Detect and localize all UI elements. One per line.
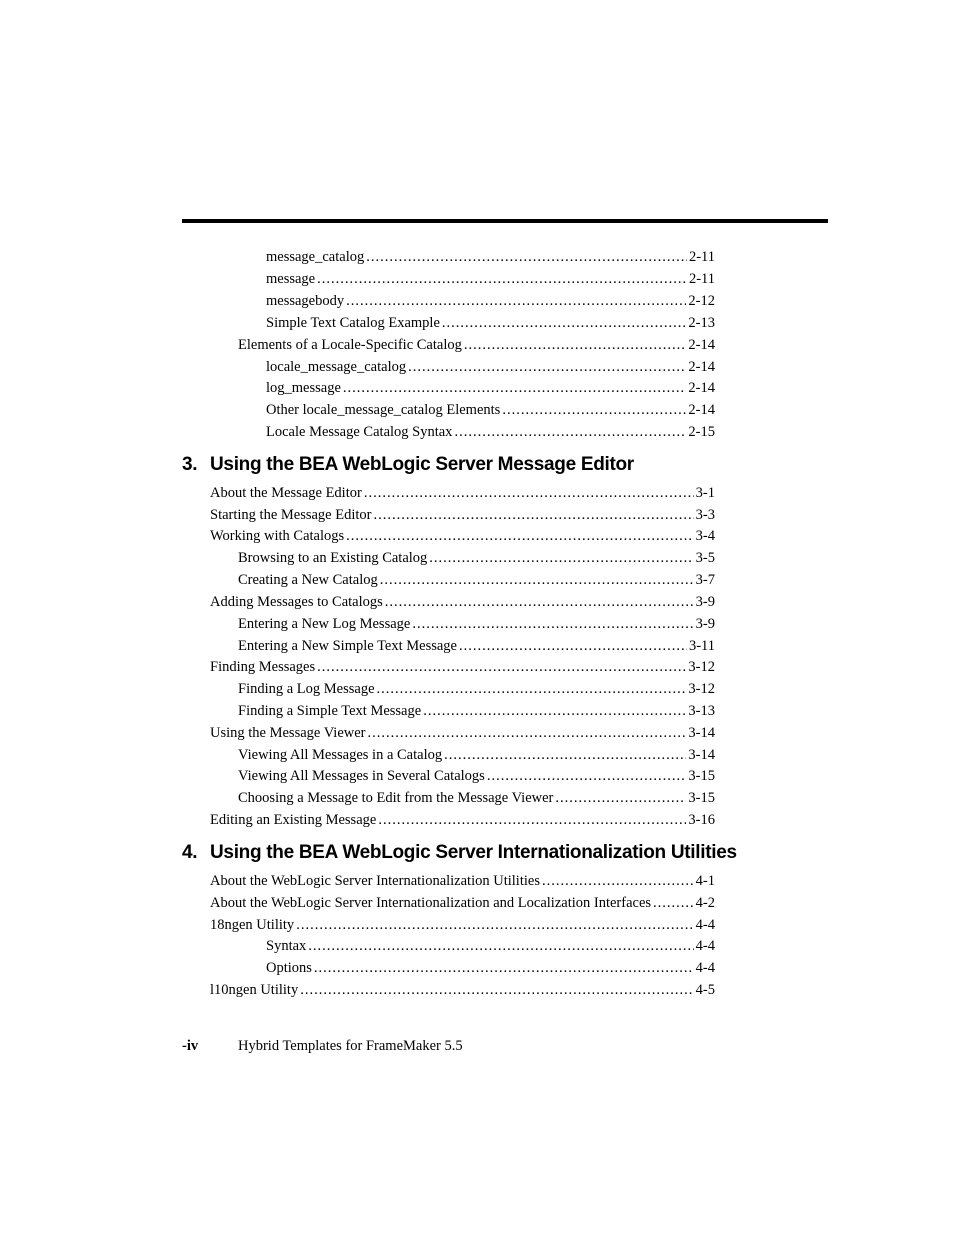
- leader-dots: [308, 936, 693, 956]
- toc-entry-label: Syntax: [266, 938, 307, 954]
- toc-entry[interactable]: [266, 422, 715, 442]
- toc-entry-label: Locale Message Catalog Syntax: [266, 424, 453, 440]
- toc-entry-label: log_message: [266, 380, 341, 396]
- toc-entry-label: Adding Messages to Catalogs: [210, 594, 383, 610]
- toc-entry-label: About the WebLogic Server Internationalization and Localization Interfaces: [210, 895, 652, 911]
- leader-dots: [377, 679, 687, 699]
- toc-entry[interactable]: [210, 592, 715, 612]
- toc-entry-page: 2-12: [688, 293, 715, 309]
- toc-entry[interactable]: [210, 871, 715, 891]
- leader-dots: [343, 378, 687, 398]
- leader-dots: [364, 483, 694, 503]
- toc-entry-page: 3-14: [688, 747, 715, 763]
- toc-entry-page: 3-5: [695, 550, 715, 566]
- toc-entry-page: 2-14: [688, 380, 715, 396]
- toc-entry[interactable]: [210, 526, 715, 546]
- toc-entry-page: 3-13: [688, 703, 715, 719]
- toc-entry-label: Viewing All Messages in a Catalog: [238, 747, 443, 763]
- leader-dots: [296, 915, 693, 935]
- toc-entry-label: Finding a Log Message: [238, 681, 375, 697]
- toc-entry-label: Using the Message Viewer: [210, 725, 366, 741]
- footer-document-title: Hybrid Templates for FrameMaker 5.5: [238, 1038, 463, 1054]
- toc-entry-label: Entering a New Simple Text Message: [238, 638, 457, 654]
- leader-dots: [429, 548, 693, 568]
- toc-entry-label: About the WebLogic Server Internationalization Utilities: [210, 873, 540, 889]
- toc-entry[interactable]: [266, 936, 715, 956]
- chapter-heading[interactable]: [182, 842, 737, 864]
- toc-entry-label: Viewing All Messages in Several Catalogs: [238, 768, 485, 784]
- toc-entry-label: Starting the Message Editor: [210, 507, 372, 523]
- toc-entry-page: 3-15: [688, 790, 715, 806]
- toc-entry[interactable]: [210, 893, 715, 913]
- toc-entry-page: 3-9: [695, 594, 715, 610]
- leader-dots: [317, 657, 686, 677]
- toc-entry-page: 2-13: [688, 315, 715, 331]
- toc-entry[interactable]: [266, 313, 715, 333]
- leader-dots: [555, 788, 686, 808]
- toc-entry-page: 4-4: [695, 938, 715, 954]
- toc-entry-label: 18ngen Utility: [210, 917, 295, 933]
- toc-entry[interactable]: [266, 357, 715, 377]
- toc-entry-label: Entering a New Log Message: [238, 616, 411, 632]
- toc-entry[interactable]: [238, 745, 715, 765]
- toc-entry-label: messagebody: [266, 293, 345, 309]
- toc-entry[interactable]: [238, 614, 715, 634]
- toc-entry-label: Finding a Simple Text Message: [238, 703, 422, 719]
- toc-entry[interactable]: [210, 810, 715, 830]
- toc-entry-page: 3-1: [695, 485, 715, 501]
- leader-dots: [373, 505, 693, 525]
- toc-entry-page: 3-12: [688, 681, 715, 697]
- leader-dots: [459, 636, 687, 656]
- toc-entry-label: Editing an Existing Message: [210, 812, 377, 828]
- leader-dots: [380, 570, 694, 590]
- leader-dots: [408, 357, 686, 377]
- toc-entry[interactable]: [238, 570, 715, 590]
- toc-entry-label: About the Message Editor: [210, 485, 362, 501]
- chapter-number: 4.: [182, 842, 198, 863]
- toc-entry-page: 4-5: [695, 982, 715, 998]
- leader-dots: [346, 291, 686, 311]
- page-footer: [182, 1038, 463, 1055]
- toc-entry-label: Choosing a Message to Edit from the Message Viewer: [238, 790, 554, 806]
- toc-entry-page: 3-9: [695, 616, 715, 632]
- leader-dots: [464, 335, 687, 355]
- leader-dots: [314, 958, 694, 978]
- leader-dots: [487, 766, 687, 786]
- toc-entry-page: 2-14: [688, 337, 715, 353]
- toc-entry[interactable]: [210, 657, 715, 677]
- toc-entry-page: 3-14: [688, 725, 715, 741]
- toc-entry[interactable]: [238, 679, 715, 699]
- toc-entry[interactable]: [210, 915, 715, 935]
- toc-entry[interactable]: [238, 701, 715, 721]
- footer-page-number: -iv: [182, 1038, 199, 1054]
- toc-entry-label: message: [266, 271, 316, 287]
- toc-entry[interactable]: [266, 400, 715, 420]
- toc-entry-label: Working with Catalogs: [210, 528, 345, 544]
- header-rule: [182, 219, 828, 223]
- toc-entry-label: Options: [266, 960, 312, 976]
- toc-entry[interactable]: [266, 247, 715, 267]
- toc-entry[interactable]: [210, 980, 715, 1000]
- toc-entry[interactable]: [238, 788, 715, 808]
- toc-entry[interactable]: [238, 548, 715, 568]
- leader-dots: [653, 893, 694, 913]
- chapter-title: Using the BEA WebLogic Server Message Editor: [210, 454, 634, 475]
- toc-entry-label: Finding Messages: [210, 659, 316, 675]
- toc-entry-label: Creating a New Catalog: [238, 572, 378, 588]
- toc-entry[interactable]: [238, 766, 715, 786]
- leader-dots: [368, 723, 687, 743]
- leader-dots: [442, 313, 687, 333]
- leader-dots: [444, 745, 686, 765]
- toc-entry[interactable]: [266, 958, 715, 978]
- toc-entry-label: message_catalog: [266, 249, 365, 265]
- leader-dots: [366, 247, 687, 267]
- toc-entry-page: 3-3: [695, 507, 715, 523]
- toc-entry-page: 3-15: [688, 768, 715, 784]
- toc-entry-page: 3-12: [688, 659, 715, 675]
- leader-dots: [542, 871, 694, 891]
- leader-dots: [502, 400, 686, 420]
- chapter-number: 3.: [182, 454, 198, 475]
- chapter-title: Using the BEA WebLogic Server Internationalization Utilities: [210, 842, 737, 863]
- toc-entry[interactable]: [210, 505, 715, 525]
- toc-entry[interactable]: [210, 483, 715, 503]
- toc-entry-label: Browsing to an Existing Catalog: [238, 550, 428, 566]
- leader-dots: [317, 269, 687, 289]
- toc-entry-page: 4-4: [695, 960, 715, 976]
- chapter-heading[interactable]: [182, 454, 634, 476]
- toc-entry-page: 4-4: [695, 917, 715, 933]
- leader-dots: [378, 810, 686, 830]
- leader-dots: [385, 592, 694, 612]
- toc-entry-label: Simple Text Catalog Example: [266, 315, 440, 331]
- toc-entry[interactable]: [266, 269, 715, 289]
- toc-entry-page: 3-16: [688, 812, 715, 828]
- toc-entry-page: 4-1: [695, 873, 715, 889]
- leader-dots: [300, 980, 693, 1000]
- toc-entry-page: 2-15: [688, 424, 715, 440]
- toc-entry-label: Elements of a Locale-Specific Catalog: [238, 337, 462, 353]
- toc-entry-label: Other locale_message_catalog Elements: [266, 402, 501, 418]
- toc-entry[interactable]: [238, 636, 715, 656]
- toc-entry-label: locale_message_catalog: [266, 359, 407, 375]
- leader-dots: [412, 614, 693, 634]
- toc-entry-page: 2-11: [688, 271, 715, 287]
- toc-entry[interactable]: [238, 335, 715, 355]
- toc-entry[interactable]: [210, 723, 715, 743]
- toc-entry-page: 3-11: [688, 638, 715, 654]
- leader-dots: [346, 526, 694, 546]
- toc-entry-page: 4-2: [695, 895, 715, 911]
- toc-entry[interactable]: [266, 378, 715, 398]
- toc-entry-page: 2-14: [688, 402, 715, 418]
- toc-entry-page: 3-4: [695, 528, 715, 544]
- toc-entry-page: 3-7: [695, 572, 715, 588]
- toc-entry-page: 2-14: [688, 359, 715, 375]
- toc-entry-label: l10ngen Utility: [210, 982, 299, 998]
- leader-dots: [454, 422, 686, 442]
- toc-entry-page: 2-11: [688, 249, 715, 265]
- toc-entry[interactable]: [266, 291, 715, 311]
- leader-dots: [423, 701, 686, 721]
